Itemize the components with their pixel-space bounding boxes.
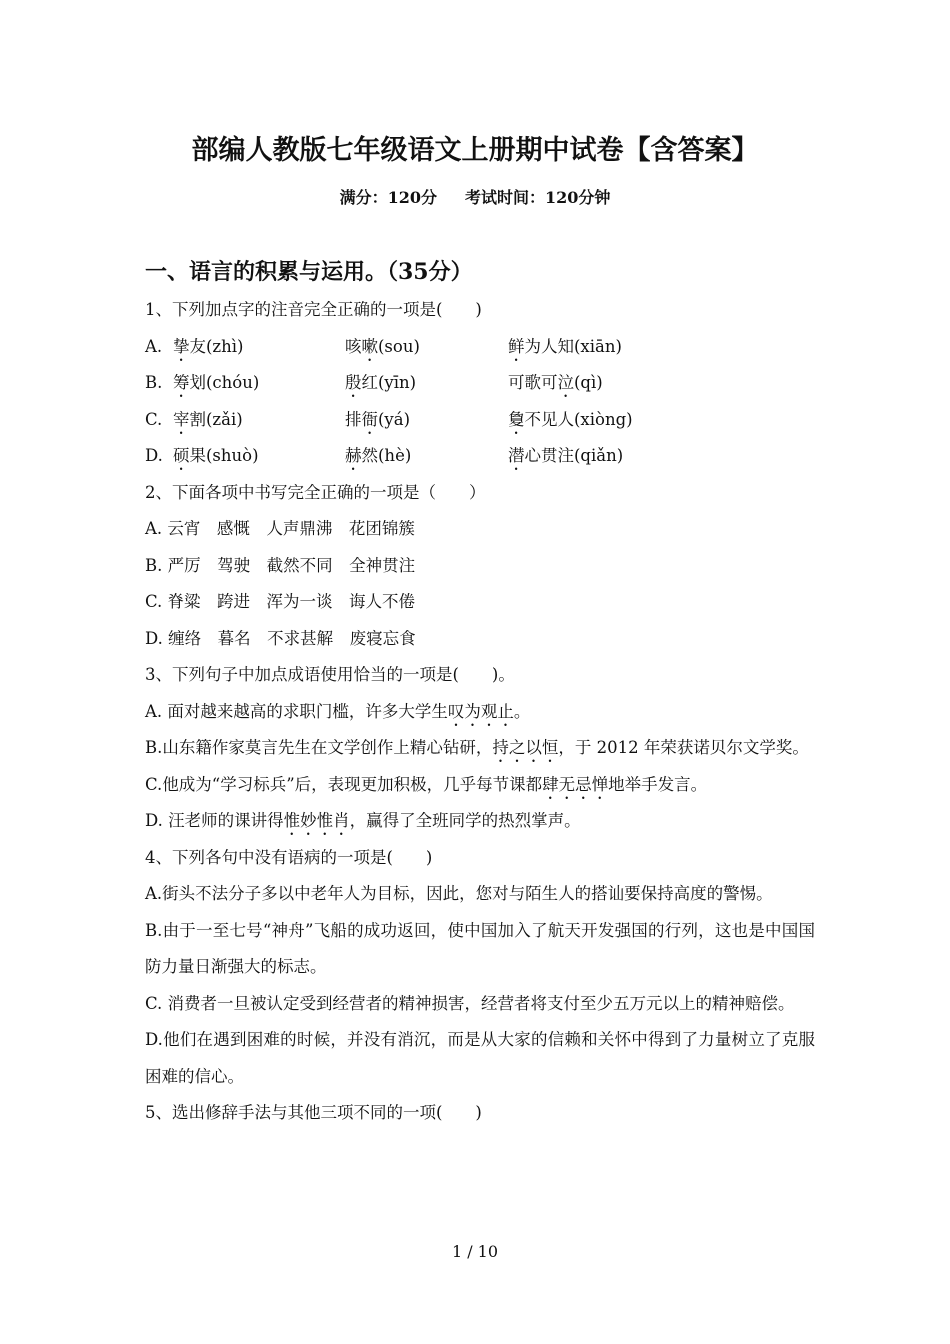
q4-stem: 4、下列各句中没有语病的一项是( )	[145, 847, 433, 867]
option-word	[345, 365, 508, 402]
q3-option	[145, 767, 815, 804]
option-label: B.	[145, 373, 163, 392]
q2-option: B. 严厉 驾驶 截然不同 全神贯注	[145, 555, 416, 575]
option-word	[345, 402, 508, 439]
q4-option: C. 消费者一旦被认定受到经营者的精神损害，经营者将支付至少五万元以上的精神赔偿。	[145, 993, 795, 1013]
dotted-text: 敻	[508, 409, 525, 429]
q2-option: A. 云宵 感慨 人声鼎沸 花团锦簇	[145, 519, 415, 538]
text: 。	[513, 701, 531, 721]
option-word	[173, 402, 345, 439]
text: 地举手发言。	[608, 774, 708, 794]
text: 不见人(xiòng)	[524, 409, 633, 429]
text: D. 汪老师的课讲得	[145, 811, 284, 830]
dotted-text: 宰	[173, 409, 190, 429]
dotted-text: 殷	[345, 373, 362, 392]
text: B.山东籍作家莫言先生在文学创作上精心钻研，	[145, 738, 493, 757]
q1-option-row	[145, 365, 815, 402]
text: 心贯注(qiǎn)	[524, 446, 624, 465]
text: 为人知(xiān)	[524, 336, 622, 356]
q1-stem: 1、下列加点字的注音完全正确的一项是( )	[145, 300, 482, 319]
q1-option-row	[145, 438, 815, 475]
dotted-text: 持之以恒	[492, 738, 559, 757]
q3-option	[145, 803, 815, 840]
option-word	[173, 365, 345, 402]
option-label: C.	[145, 409, 163, 429]
text: ，于 2012 年荣获诺贝尔文学奖。	[558, 738, 809, 757]
q4-option: B.由于一至七号“神舟”飞船的成功返回，使中国加入了航天开发强国的行列，这也是中国国防力量日渐强大的标志。	[145, 920, 815, 976]
dotted-text: 衙	[361, 409, 378, 429]
option-word	[345, 329, 508, 366]
dotted-text: 潜	[508, 446, 525, 465]
dotted-text: 惟妙惟肖	[283, 811, 350, 830]
text: C.他成为“学习标兵”后，表现更加积极，几乎每节课都	[145, 774, 543, 794]
q3-option	[145, 694, 815, 731]
text: A. 面对越来越高的求职门槛，许多大学生	[145, 701, 448, 721]
text: 划(chóu)	[189, 373, 260, 392]
text: (yá)	[378, 409, 411, 429]
dotted-text: 叹为观止	[447, 701, 514, 721]
text: 红(yīn)	[361, 373, 417, 392]
dotted-text: 泣	[557, 373, 574, 392]
text: 排	[345, 409, 362, 429]
q2-stem: 2、下面各项中书写完全正确的一项是（ ）	[145, 482, 486, 502]
option-word	[173, 438, 345, 475]
exam-time: 考试时间：120分钟	[465, 188, 611, 207]
section-heading: 一、语言的积累与运用。（35分）	[145, 259, 473, 285]
q4-option: D.他们在遇到困难的时候，并没有消沉，而是从大家的信赖和关怀中得到了力量树立了克服困难的信心。	[145, 1030, 815, 1086]
full-score: 满分：120分	[339, 188, 437, 207]
option-word	[508, 402, 708, 439]
q5-stem: 5、选出修辞手法与其他三项不同的一项( )	[145, 1103, 482, 1122]
q3-options	[145, 694, 815, 840]
option-word	[508, 329, 708, 366]
dotted-text: 肆无忌惮	[542, 774, 609, 794]
q3-option	[145, 730, 815, 767]
exam-info	[0, 185, 950, 208]
option-word	[508, 438, 708, 475]
text: ，赢得了全班同学的热烈掌声。	[349, 811, 581, 830]
q1-option-row	[145, 329, 815, 366]
dotted-text: 鲜	[508, 336, 525, 356]
option-word	[508, 365, 708, 402]
questions	[145, 292, 815, 1132]
text: (sou)	[378, 336, 420, 356]
q3-stem: 3、下列句子中加点成语使用恰当的一项是( )。	[145, 665, 515, 684]
q1-option-row	[145, 402, 815, 439]
q1-options	[145, 329, 815, 475]
dotted-text: 硕	[173, 446, 190, 465]
option-label: D.	[145, 446, 163, 465]
page-number: 1 / 10	[451, 1242, 499, 1261]
text: 割(zǎi)	[189, 409, 243, 429]
q2-option: D. 缠络 暮名 不求甚解 废寝忘食	[145, 628, 416, 648]
dotted-text: 赫	[345, 446, 362, 465]
option-word	[345, 438, 508, 475]
q4-option: A.街头不法分子多以中老年人为目标，因此，您对与陌生人的搭讪要保持高度的警惕。	[145, 884, 773, 903]
page-title: 部编人教版七年级语文上册期中试卷【含答案】	[191, 135, 759, 166]
dotted-text: 筹	[173, 373, 190, 392]
text: 友(zhì)	[189, 336, 244, 356]
text: (qì)	[574, 373, 603, 392]
text: 咳	[345, 336, 362, 356]
q2-option: C. 脊粱 跨进 浑为一谈 诲人不倦	[145, 592, 416, 611]
option-label: A.	[145, 336, 163, 356]
dotted-text: 挚	[173, 336, 190, 356]
dotted-text: 嗽	[361, 336, 378, 356]
text: 然(hè)	[361, 446, 412, 465]
option-word	[173, 329, 345, 366]
text: 果(shuò)	[189, 446, 259, 465]
text: 可歌可	[508, 373, 558, 392]
